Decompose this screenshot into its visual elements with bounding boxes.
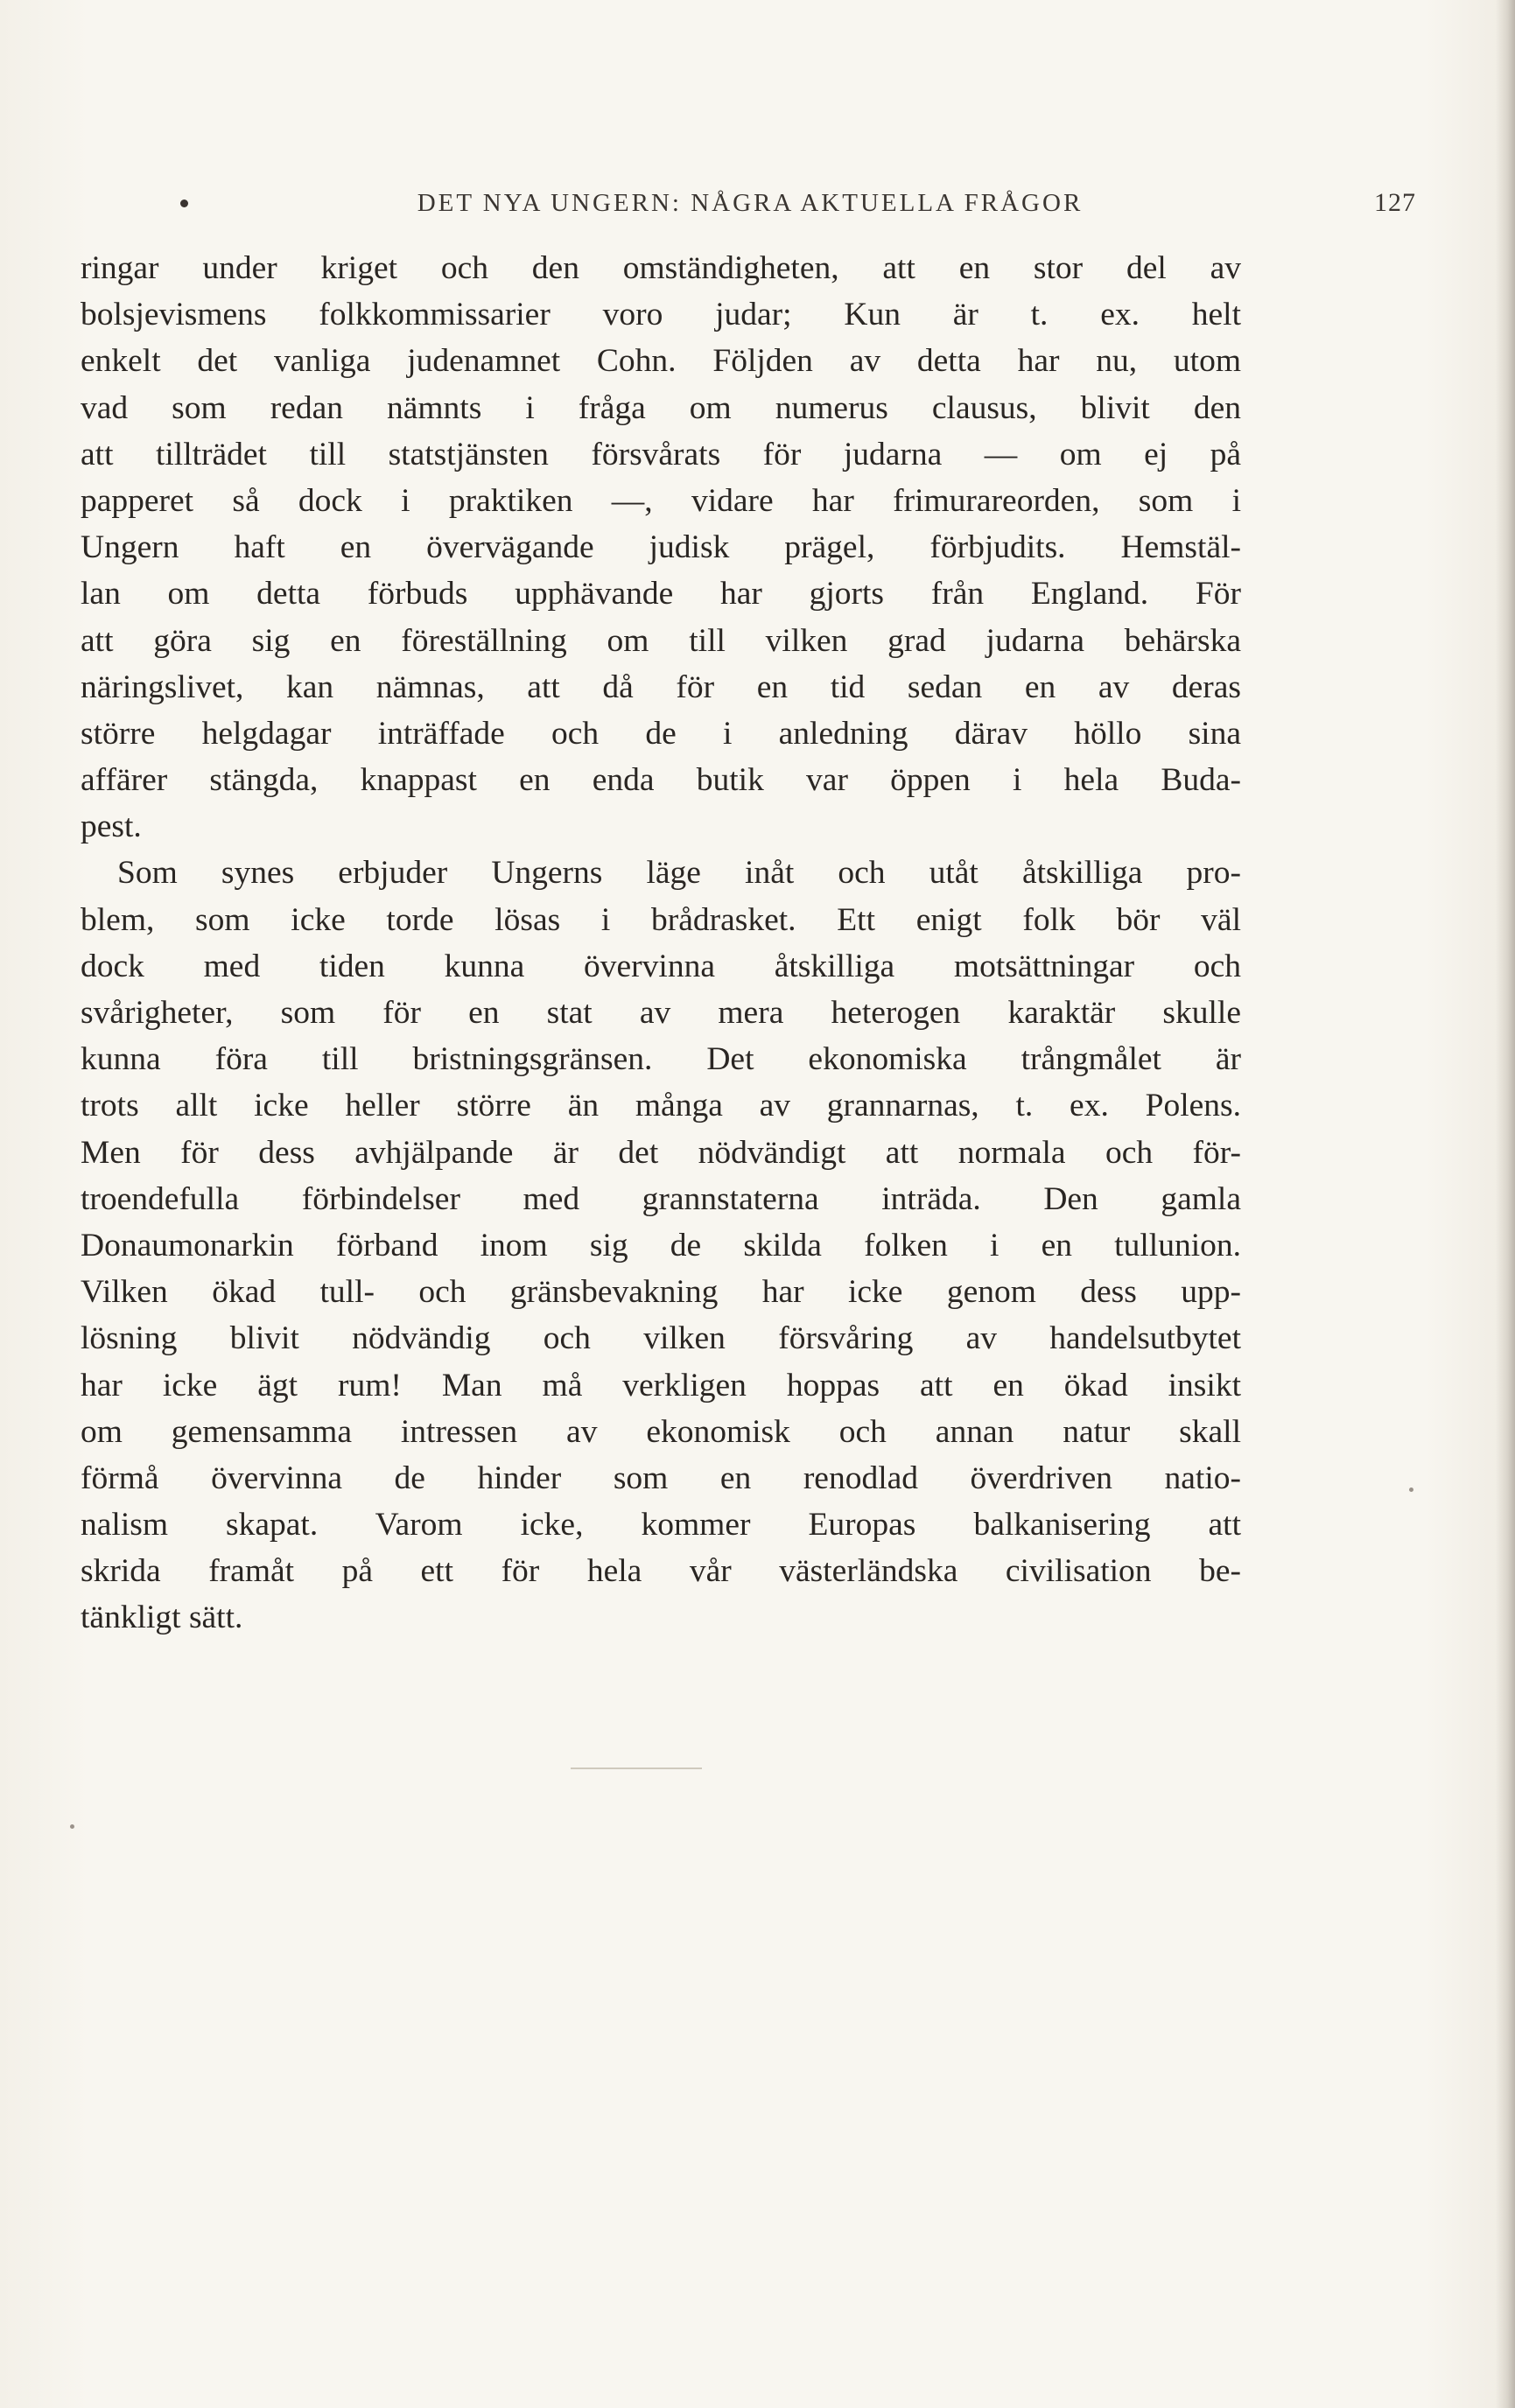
text-line: nalism skapat. Varom icke, kommer Europas balkanisering att xyxy=(81,1507,1241,1544)
text-line: Donaumonarkin förband inom sig de skilda folken i en tullunion. xyxy=(81,1227,1241,1264)
page-edge-shadow xyxy=(1496,0,1515,2408)
paragraph-end-line: tänkligt sätt. xyxy=(81,1600,243,1636)
text-line: Men för dess avhjälpande är det nödvändigt att normala och för- xyxy=(81,1134,1241,1171)
text-line: lan om detta förbuds upphävande har gjorts från England. För xyxy=(81,576,1241,612)
text-line: vad som redan nämnts i fråga om numerus clausus, blivit den xyxy=(81,389,1241,426)
text-line: kunna föra till bristningsgränsen. Det ekonomiska trångmålet är xyxy=(81,1041,1241,1078)
running-title: DET NYA UNGERN: NÅGRA AKTUELLA FRÅGOR xyxy=(417,189,1084,217)
text-line: troendefulla förbindelser med grannstaterna inträda. Den gamla xyxy=(81,1180,1241,1217)
text-line: Vilken ökad tull- och gränsbevakning har icke genom dess upp- xyxy=(81,1274,1241,1311)
text-line: enkelt det vanliga judenamnet Cohn. Följden av detta har nu, utom xyxy=(81,343,1241,380)
text-line: förmå övervinna de hinder som en renodlad överdriven natio- xyxy=(81,1460,1241,1496)
text-line: svårigheter, som för en stat av mera heterogen karaktär skulle xyxy=(81,995,1241,1031)
text-line: större helgdagar inträffade och de i anledning därav höllo sina xyxy=(81,715,1241,752)
text-line: trots allt icke heller större än många av grannarnas, t. ex. Polens. xyxy=(81,1088,1241,1124)
text-line: papperet så dock i praktiken —, vidare har frimurareorden, som i xyxy=(81,482,1241,519)
paper-speck xyxy=(70,1824,74,1829)
text-line: skrida framåt på ett för hela vår västerländska civilisation be- xyxy=(81,1553,1241,1590)
text-line: blem, som icke torde lösas i brådrasket. Ett enigt folk bör väl xyxy=(81,901,1241,938)
section-divider xyxy=(571,1768,702,1769)
text-line: näringslivet, kan nämnas, att då för en tid sedan en av deras xyxy=(81,668,1241,705)
text-line: att göra sig en föreställning om till vilken grad judarna behärska xyxy=(81,622,1241,659)
body-text xyxy=(81,245,1241,1642)
text-line: Ungern haft en övervägande judisk prägel, förbjudits. Hemstäl- xyxy=(81,529,1241,566)
text-line: ringar under kriget och den omständigheten, att en stor del av xyxy=(81,250,1241,286)
page-header xyxy=(84,186,1416,220)
paragraph-start-line: Som synes erbjuder Ungerns läge inåt och utåt åtskilliga pro- xyxy=(117,855,1241,892)
text-line: dock med tiden kunna övervinna åtskilliga motsättningar och xyxy=(81,948,1241,984)
text-line: lösning blivit nödvändig och vilken försvåring av handelsutbytet xyxy=(81,1320,1241,1357)
text-line: bolsjevismens folkkommissarier voro judar; Kun är t. ex. helt xyxy=(81,297,1241,333)
page-number: 127 xyxy=(1374,188,1416,217)
text-line: affärer stängda, knappast en enda butik var öppen i hela Buda- xyxy=(81,762,1241,799)
paragraph-end-line: pest. xyxy=(81,808,142,845)
paper-speck xyxy=(1409,1488,1413,1492)
text-line: att tillträdet till statstjänsten försvårats för judarna — om ej på xyxy=(81,436,1241,472)
text-line: om gemensamma intressen av ekonomisk och annan natur skall xyxy=(81,1413,1241,1450)
text-line: har icke ägt rum! Man må verkligen hoppas att en ökad insikt xyxy=(81,1367,1241,1404)
